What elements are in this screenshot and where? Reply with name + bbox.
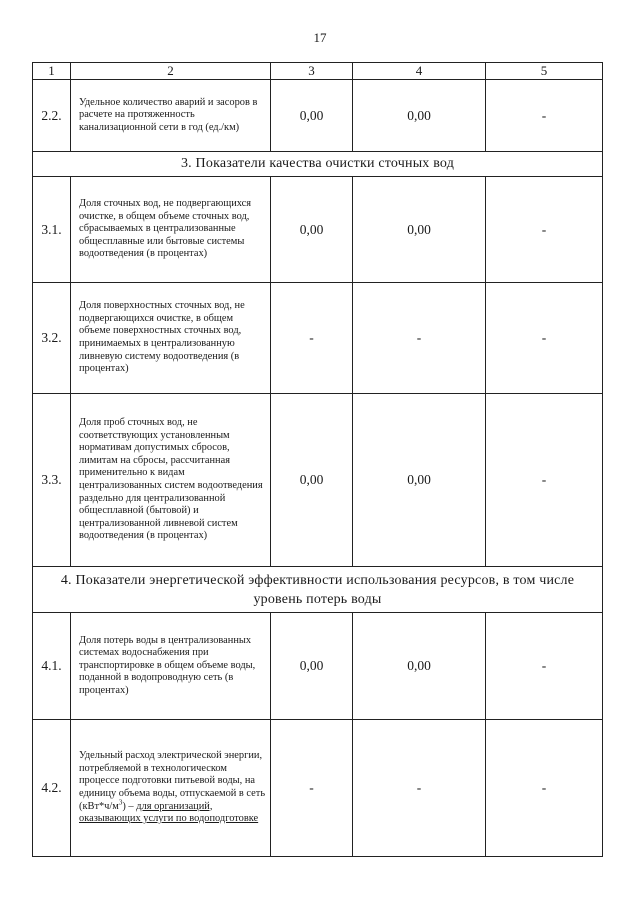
row-description: Доля поверхностных сточных вод, не подвергающихся очистке, в общем объеме поверхностных сточных вод, принимаемых в централизованную ливневую систему водоотведения (в процентах) xyxy=(71,283,271,394)
header-cell-3: 3 xyxy=(271,63,353,80)
row-number: 4.1. xyxy=(33,613,71,720)
value-col5: - xyxy=(486,177,603,283)
value-col3: 0,00 xyxy=(271,80,353,152)
table-row xyxy=(33,613,603,720)
header-cell-1: 1 xyxy=(33,63,71,80)
value-col5: - xyxy=(486,613,603,720)
row-number: 3.3. xyxy=(33,394,71,567)
row-description-underlined: для организаций, оказывающих услуги по водоподготовке xyxy=(79,800,259,825)
row-number: 4.2. xyxy=(33,720,71,857)
header-cell-5: 5 xyxy=(486,63,603,80)
row-description: Доля потерь воды в централизованных системах водоснабжения при транспортировке в общем объеме воды, поданной в водопроводную сеть (в процентах) xyxy=(71,613,271,720)
table-row xyxy=(33,177,603,283)
value-col5: - xyxy=(486,394,603,567)
value-col4: 0,00 xyxy=(353,613,486,720)
table-row xyxy=(33,394,603,567)
table-row xyxy=(33,80,603,152)
table-row xyxy=(33,283,603,394)
value-col3: 0,00 xyxy=(271,177,353,283)
value-col3: 0,00 xyxy=(271,394,353,567)
header-cell-4: 4 xyxy=(353,63,486,80)
row-number: 3.1. xyxy=(33,177,71,283)
row-description-dash: ) – xyxy=(122,800,137,812)
indicators-table xyxy=(32,62,603,857)
section-4-title: 4. Показатели энергетической эффективности использования ресурсов, в том числе уровень потерь воды xyxy=(33,567,603,613)
unit-superscript: 3 xyxy=(118,798,123,807)
value-col3: - xyxy=(271,720,353,857)
section-3-title: 3. Показатели качества очистки сточных вод xyxy=(33,152,603,177)
value-col4: 0,00 xyxy=(353,394,486,567)
value-col3: 0,00 xyxy=(271,613,353,720)
header-cell-2: 2 xyxy=(71,63,271,80)
row-description: Удельное количество аварий и засоров в расчете на протяженность канализационной сети в год (ед./км) xyxy=(71,80,271,152)
row-description: Доля сточных вод, не подвергающихся очистке, в общем объеме сточных вод, сбрасываемых в централизованные общесплавные или бытовые системы водоотведения (в процентах) xyxy=(71,177,271,283)
row-number: 2.2. xyxy=(33,80,71,152)
section-row xyxy=(33,567,603,613)
value-col4: - xyxy=(353,720,486,857)
row-description xyxy=(71,720,271,857)
value-col4: 0,00 xyxy=(353,80,486,152)
row-number: 3.2. xyxy=(33,283,71,394)
page-number: 17 xyxy=(313,30,327,45)
row-description: Доля проб сточных вод, не соответствующих установленным нормативам допустимых сбросов, лимитам на сбросы, рассчитанная применительно к видам централизованных систем водоотведения раздельно для централизованной общесплавной (бытовой) и централизованной ливневой систем водоотведения (в процентах) xyxy=(71,394,271,567)
value-col4: - xyxy=(353,283,486,394)
table-row xyxy=(33,720,603,857)
table-header-row xyxy=(33,63,603,80)
value-col3: - xyxy=(271,283,353,394)
value-col5: - xyxy=(486,80,603,152)
value-col4: 0,00 xyxy=(353,177,486,283)
row-description-main: Удельный расход электрической энергии, потребляемой в технологическом процессе подготовки питьевой воды, на единицу объема воды, отпускаемой в сеть (кВт*ч/м xyxy=(79,750,266,812)
section-row xyxy=(33,152,603,177)
value-col5: - xyxy=(486,283,603,394)
value-col5: - xyxy=(486,720,603,857)
